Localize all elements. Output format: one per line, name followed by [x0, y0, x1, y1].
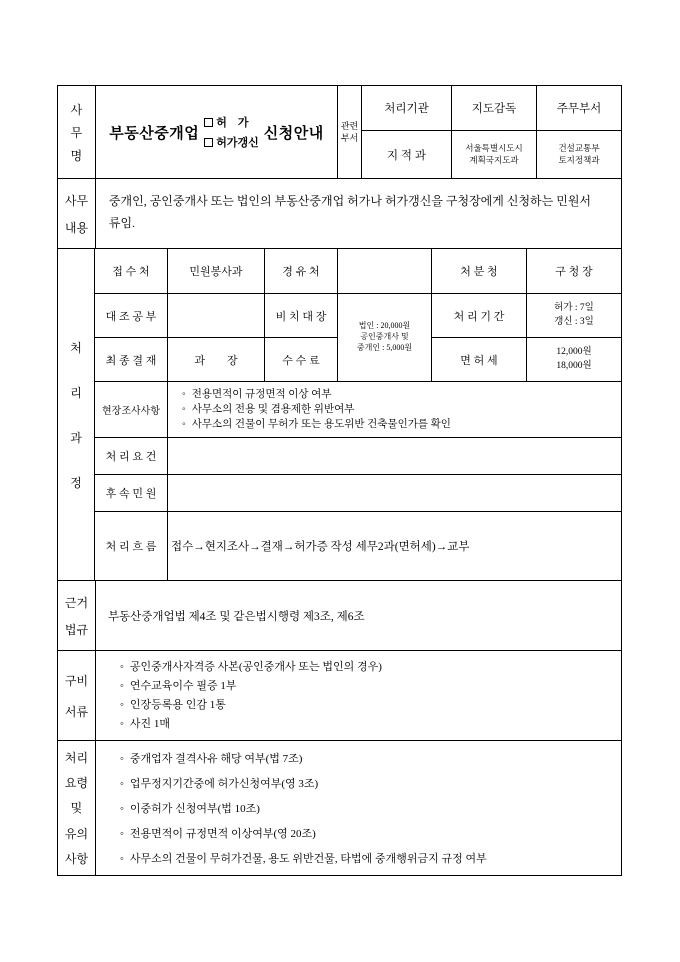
task-name-char: 사 — [70, 102, 83, 117]
ledger-label: 비 치 대 장 — [265, 294, 338, 338]
processing-period-label: 처 리 기 간 — [432, 294, 527, 338]
document-item-text: 사진 1매 — [129, 717, 170, 730]
fee-note-line: 중개인 : 5,000원 — [356, 342, 413, 352]
renewal-option-label: 허가갱신 — [216, 137, 259, 149]
legal-label-line: 법규 — [64, 622, 89, 637]
site-check-item-text: 사무소의 건물이 무허가 또는 용도위반 건축물인가를 확인 — [191, 419, 451, 430]
requirements-row — [95, 438, 622, 475]
bullet-icon: ◦ — [119, 679, 124, 692]
bullet-icon: ◦ — [182, 419, 186, 430]
notes-label-line: 요령 — [64, 776, 89, 791]
list-item — [120, 696, 613, 715]
via-value — [338, 249, 432, 294]
required-documents-row — [58, 651, 622, 741]
bullet-icon: ◦ — [119, 753, 124, 765]
task-name-char: 무 — [70, 125, 83, 140]
legal-basis-row — [58, 581, 622, 651]
process-grid — [95, 249, 622, 581]
document-item-text: 연수교육이수 필증 1부 — [129, 679, 237, 692]
flow-value: 접수→현지조사→결재→허가증 작성 세무2과(면허세)→교부 — [168, 512, 622, 581]
site-check-row — [95, 382, 622, 438]
tax-value-line: 12,000원 — [556, 347, 592, 358]
supervision-header: 지도감독 — [452, 86, 537, 131]
notes-label-line: 및 — [70, 801, 83, 816]
option-renewal — [204, 134, 259, 150]
flow-row — [95, 512, 622, 581]
list-item — [120, 677, 613, 696]
bullet-icon: ◦ — [119, 803, 124, 815]
note-item-text: 업무정지기간중에 허가신청여부(영 3조) — [129, 778, 319, 790]
compare-records-label: 대 조 공 부 — [95, 294, 168, 338]
process-rows-2-3 — [95, 294, 622, 382]
list-item — [182, 387, 613, 402]
note-item-text: 중개업자 결격사유 해당 여부(법 7조) — [129, 753, 303, 765]
application-guide-form — [57, 85, 622, 876]
license-tax-value — [527, 338, 622, 382]
legal-basis-text: 부동산중개업법 제4조 및 같은법시행령 제3조, 제6조 — [96, 581, 622, 651]
period-value-line: 갱신 : 3일 — [554, 316, 594, 327]
followup-row — [95, 475, 622, 512]
process-label — [58, 249, 95, 581]
process-section — [58, 249, 622, 581]
task-name-char: 명 — [70, 148, 83, 163]
site-check-item-text: 전용면적이 규정면적 이상 여부 — [191, 389, 332, 400]
process-label-char: 과 — [70, 430, 82, 445]
list-item — [120, 850, 613, 866]
note-item-text: 사무소의 건물이 무허가건물, 용도 위반건물, 타법에 중개행위금지 규정 여부 — [129, 853, 487, 865]
related-dept-label — [338, 86, 362, 179]
final-approval-label: 최 종 결 재 — [95, 338, 168, 382]
period-value-line: 허가 : 7일 — [554, 303, 594, 314]
bullet-icon: ◦ — [119, 698, 124, 711]
task-desc-row — [58, 179, 622, 249]
list-item — [182, 402, 613, 417]
handling-notes-list — [96, 741, 622, 876]
document-title — [96, 86, 338, 179]
title-main: 부동산중개업 — [109, 125, 200, 142]
process-label-char: 리 — [70, 385, 82, 400]
site-check-item-text: 사무소의 전용 및 겸용제한 위반여부 — [191, 404, 355, 415]
final-approval-value: 과 장 — [168, 338, 265, 382]
notes-label-line: 사항 — [64, 851, 89, 866]
bullet-icon: ◦ — [119, 717, 124, 730]
permit-option-label: 허 가 — [216, 117, 249, 129]
title-suffix: 신청안내 — [263, 125, 324, 142]
processing-period-value — [527, 294, 622, 338]
via-label: 경 유 처 — [265, 249, 338, 294]
list-item — [120, 775, 613, 791]
note-item-text: 전용면적이 규정면적 이상여부(영 20조) — [129, 828, 316, 840]
process-label-char: 처 — [70, 340, 82, 355]
related-dept-line: 관련 — [340, 120, 359, 131]
supervision-value-line: 계획국지도과 — [469, 154, 519, 165]
values-col-1 — [168, 294, 265, 382]
document-item-text: 인장등록용 인감 1통 — [129, 698, 226, 711]
requirements-value — [168, 438, 622, 475]
license-tax-label: 면 허 세 — [432, 338, 527, 382]
bullet-icon: ◦ — [182, 404, 186, 415]
header-departments-grid — [362, 86, 622, 179]
disposal-authority-label: 처 분 청 — [432, 249, 527, 294]
note-item-text: 이중허가 신청여부(법 10조) — [129, 803, 260, 815]
process-row-reception — [95, 249, 622, 294]
ministry-value-line: 건설교통부 — [558, 142, 600, 153]
labels-col-3 — [432, 294, 527, 382]
fee-label: 수 수 료 — [265, 338, 338, 382]
list-item — [120, 750, 613, 766]
task-desc-label — [58, 179, 96, 249]
handling-notes-row — [58, 741, 622, 876]
task-desc-label-line: 사무 — [64, 193, 89, 208]
ministry-header: 주무부서 — [537, 86, 622, 131]
labels-col-1 — [95, 294, 168, 382]
document-item-text: 공인중개사자격증 사본(공인중개사 또는 법인의 경우) — [129, 660, 382, 673]
list-item — [120, 715, 613, 734]
site-check-label: 현장조사사항 — [95, 382, 168, 438]
option-permit — [204, 114, 259, 130]
list-item — [120, 825, 613, 841]
required-documents-label — [58, 651, 96, 741]
followup-label: 후 속 민 원 — [95, 475, 168, 512]
requirements-label: 처 리 요 건 — [95, 438, 168, 475]
process-label-char: 정 — [70, 475, 82, 490]
bullet-icon: ◦ — [119, 828, 124, 840]
labels-col-2 — [265, 294, 338, 382]
header-row — [58, 86, 622, 179]
list-item — [120, 800, 613, 816]
fee-note — [338, 294, 432, 382]
documents-label-line: 구비 — [64, 673, 89, 688]
permit-checkbox-icon — [204, 118, 213, 127]
supervision-value-line: 서울특별시도시 — [465, 142, 523, 153]
task-desc-label-line: 내용 — [64, 220, 89, 235]
fee-note-line: 공인중개사 및 — [360, 332, 409, 342]
list-item — [120, 658, 613, 677]
bullet-icon: ◦ — [182, 389, 186, 400]
site-check-items — [168, 382, 622, 438]
renewal-checkbox-icon — [204, 138, 213, 147]
notes-label-line: 처리 — [64, 751, 89, 766]
fee-note-line: 법인 : 20,000원 — [358, 321, 411, 331]
bullet-icon: ◦ — [119, 778, 124, 790]
legal-label-line: 근거 — [64, 595, 89, 610]
reception-label: 접 수 처 — [95, 249, 168, 294]
list-item — [182, 417, 613, 432]
compare-records-value — [168, 294, 265, 338]
task-name-label — [58, 86, 96, 179]
processing-agency-header: 처리기관 — [362, 86, 452, 131]
bullet-icon: ◦ — [119, 660, 124, 673]
reception-value: 민원봉사과 — [168, 249, 265, 294]
ministry-value-line: 토지정책과 — [558, 154, 600, 165]
processing-agency-value: 지 적 과 — [362, 131, 452, 179]
legal-basis-label — [58, 581, 96, 651]
title-options — [204, 114, 259, 150]
required-documents-list — [96, 651, 622, 741]
followup-value — [168, 475, 622, 512]
task-desc-text: 중개인, 공인중개사 또는 법인의 부동산중개업 허가나 허가갱신을 구청장에게 신청하는 민원서류임. — [96, 179, 622, 249]
supervision-value — [452, 131, 537, 179]
handling-notes-label — [58, 741, 96, 876]
values-col-3 — [527, 294, 622, 382]
flow-label: 처 리 흐 름 — [95, 512, 168, 581]
tax-value-line: 18,000원 — [556, 360, 592, 371]
related-dept-line: 부서 — [340, 133, 359, 143]
bullet-icon: ◦ — [119, 853, 124, 865]
documents-label-line: 서류 — [64, 704, 89, 719]
ministry-value — [537, 131, 622, 179]
disposal-authority-value: 구 청 장 — [527, 249, 622, 294]
notes-label-line: 유의 — [64, 826, 89, 841]
